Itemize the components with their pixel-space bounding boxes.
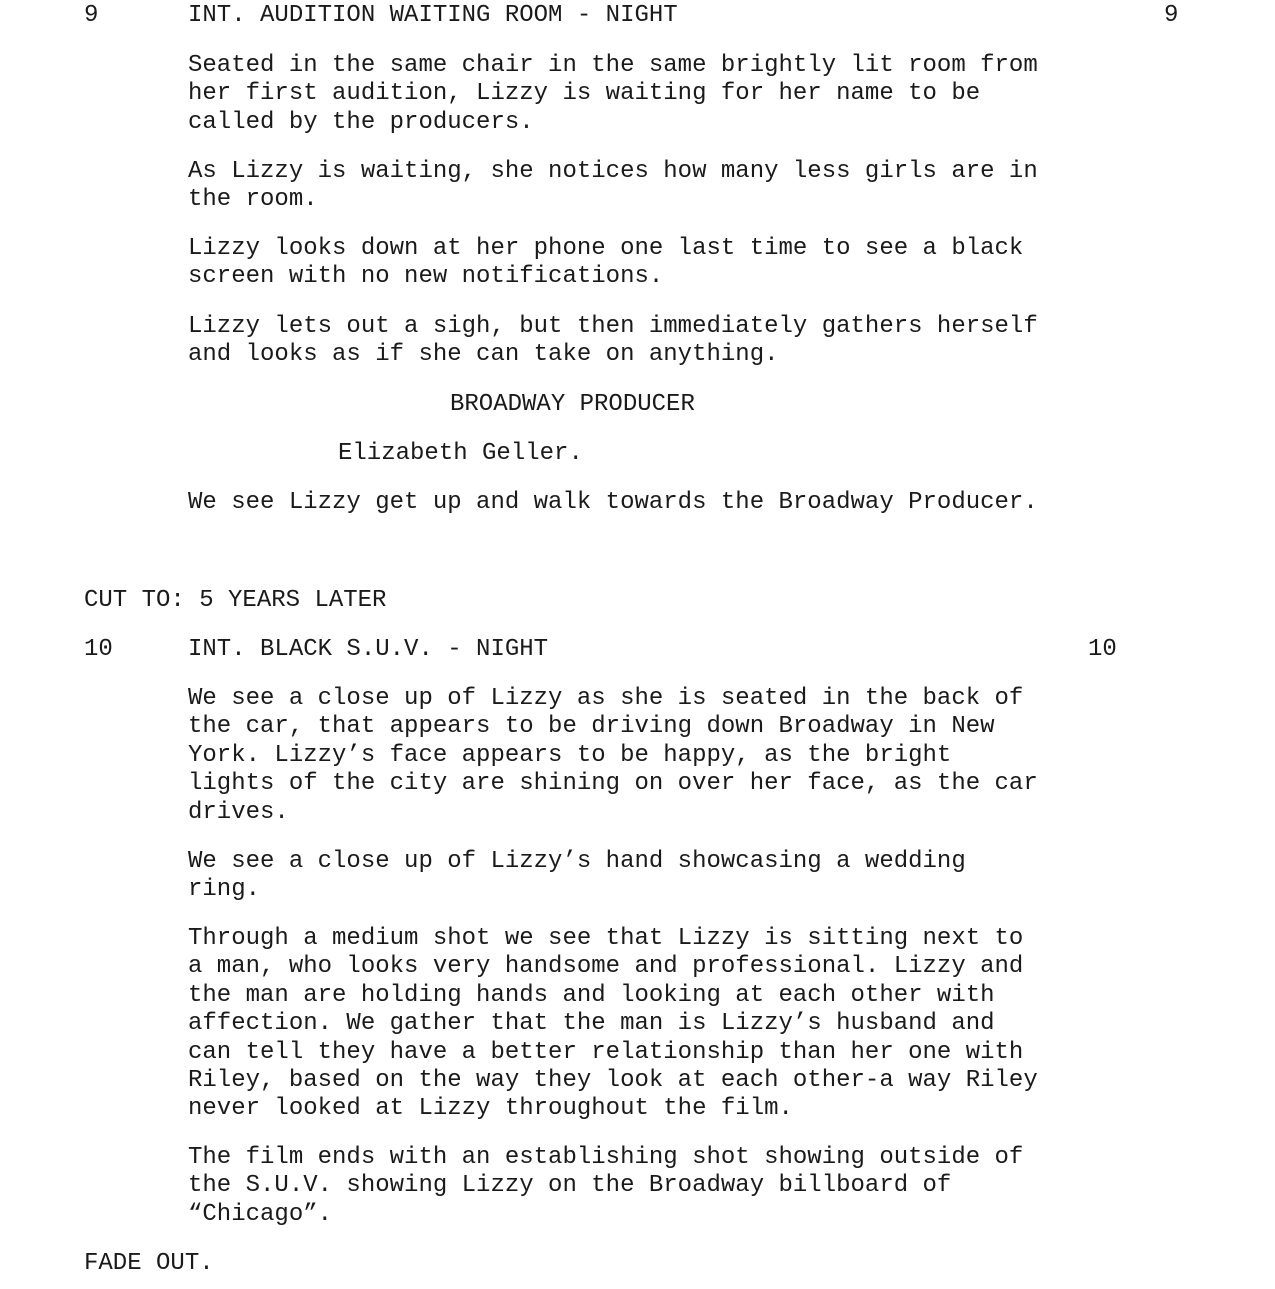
action-paragraph — [188, 235, 1088, 292]
action-line: Through a medium shot we see that Lizzy is sitting next to — [188, 925, 1024, 952]
action-line: screen with no new notifications. — [188, 263, 664, 291]
action-line: drives. — [188, 798, 289, 826]
action-line: The film ends with an establishing shot showing outside of — [188, 1144, 1024, 1171]
scene-number-left: 10 — [84, 636, 113, 663]
action-line: her first audition, Lizzy is waiting for her name to be — [188, 80, 981, 108]
action-line: never looked at Lizzy throughout the film. — [188, 1095, 793, 1123]
action-line: lights of the city are shining on over her face, as the car — [188, 770, 1038, 798]
action-line: York. Lizzy’s face appears to be happy, as the bright — [188, 741, 952, 769]
action-line: the S.U.V. showing Lizzy on the Broadway billboard of — [188, 1172, 952, 1200]
action-line: the man are holding hands and looking at each other with — [188, 981, 995, 1009]
character-name: BROADWAY PRODUCER — [450, 391, 695, 418]
action-line: Riley, based on the way they look at each other-a way Riley — [188, 1067, 1038, 1095]
action-line: Seated in the same chair in the same brightly lit room from — [188, 52, 1038, 79]
scene-heading: INT. BLACK S.U.V. - NIGHT — [188, 636, 549, 663]
action-line: Lizzy lets out a sigh, but then immediately gathers herself — [188, 313, 1038, 340]
action-line: Lizzy looks down at her phone one last time to see a black — [188, 235, 1024, 262]
scene-number-right: 9 — [1164, 2, 1179, 29]
action-line: We see Lizzy get up and walk towards the Broadway Producer. — [188, 489, 1038, 516]
action-paragraph — [188, 925, 1088, 1124]
action-line: and looks as if she can take on anything. — [188, 341, 779, 369]
action-line: the room. — [188, 186, 318, 214]
action-line: We see a close up of Lizzy as she is seated in the back of — [188, 685, 1024, 712]
transition-fade-out: FADE OUT. — [84, 1250, 214, 1277]
action-paragraph — [188, 848, 1088, 905]
action-paragraph — [188, 1144, 1088, 1229]
action-line: ring. — [188, 876, 261, 904]
action-line: As Lizzy is waiting, she notices how many less girls are in — [188, 158, 1038, 185]
action-line: called by the producers. — [188, 108, 534, 136]
dialogue-line: Elizabeth Geller. — [338, 440, 583, 467]
scene-number-left: 9 — [84, 2, 99, 29]
action-paragraph — [188, 313, 1088, 370]
action-paragraph — [188, 52, 1088, 137]
action-paragraph — [188, 685, 1088, 827]
action-paragraph — [188, 489, 1088, 517]
action-line: the car, that appears to be driving down Broadway in New — [188, 713, 995, 741]
transition-cut-to: CUT TO: 5 YEARS LATER — [84, 587, 387, 614]
action-line: can tell they have a better relationship than her one with — [188, 1038, 1024, 1066]
action-line: “Chicago”. — [188, 1200, 333, 1228]
scene-heading: INT. AUDITION WAITING ROOM - NIGHT — [188, 2, 678, 29]
scene-number-right: 10 — [1088, 636, 1117, 663]
action-line: affection. We gather that the man is Lizzy’s husband and — [188, 1010, 995, 1038]
action-line: We see a close up of Lizzy’s hand showcasing a wedding — [188, 848, 966, 875]
action-paragraph — [188, 158, 1088, 215]
action-line: a man, who looks very handsome and professional. Lizzy and — [188, 953, 1024, 981]
